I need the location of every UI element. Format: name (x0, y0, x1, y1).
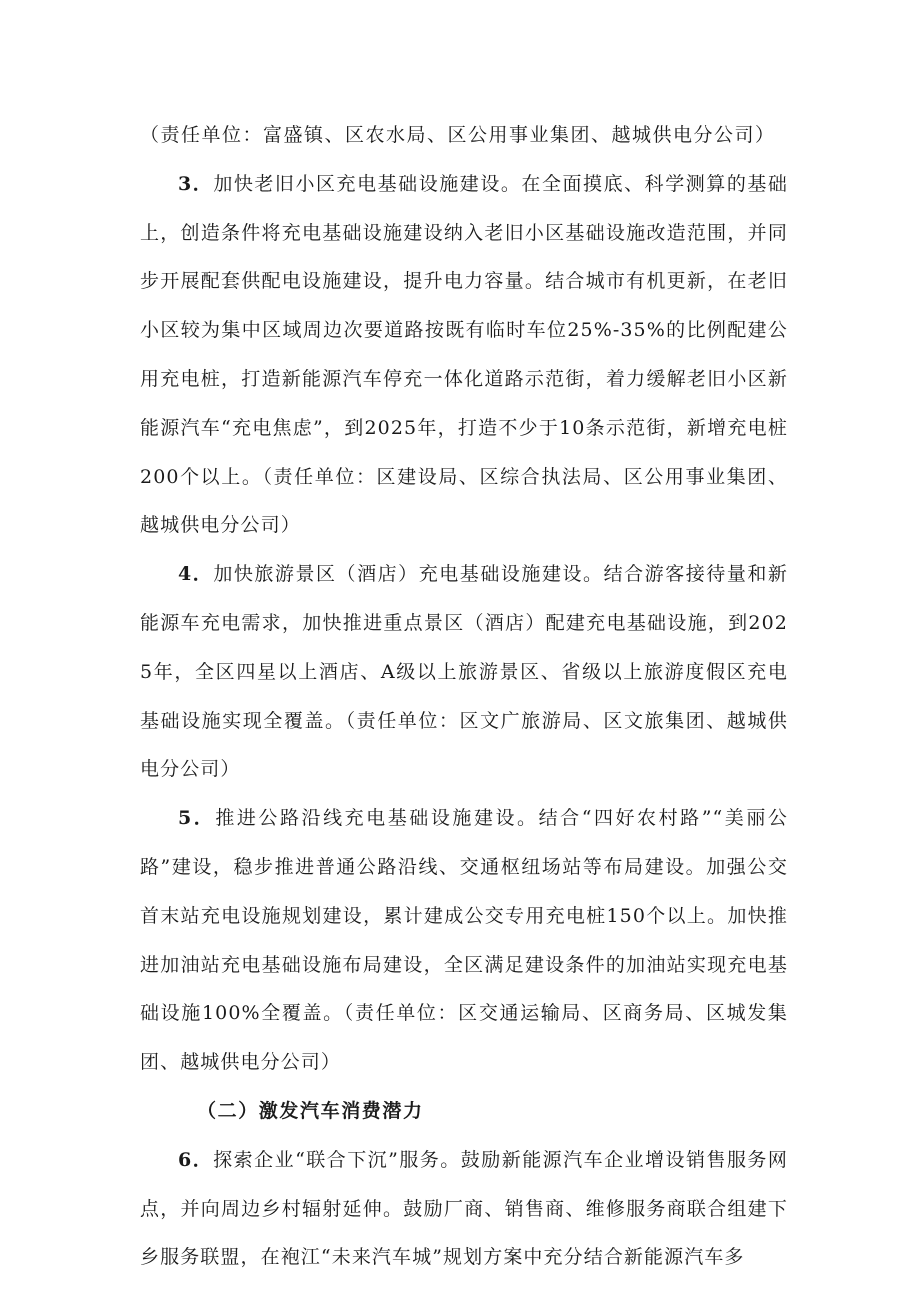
item-text: 推进公路沿线充电基础设施建设。结合“四好农村路”“美丽公路”建设，稳步推进普通公路沿线、交通枢纽场站等布局建设。加强公交首末站充电设施规划建设，累计建成公交专用充电桩150个以上。加快推进加油站充电基础设施布局建设，全区满足建设条件的加油站实现充电基础设施100%全覆盖。（责任单位：区交通运输局、区商务局、区城发集团、越城供电分公司） (140, 807, 788, 1074)
item-3-old-residential-charging (140, 160, 788, 550)
paragraph-responsibility-units (140, 111, 788, 160)
item-4-tourism-charging (140, 550, 788, 794)
item-number: 6． (178, 1148, 214, 1171)
item-text: 探索企业“联合下沉”服务。鼓励新能源汽车企业增设销售服务网点，并向周边乡村辐射延伸。鼓励厂商、销售商、维修服务商联合组建下乡服务联盟，在袍江“未来汽车城”规划方案中充分结合新能源汽车多 (140, 1148, 788, 1269)
item-text: 加快老旧小区充电基础设施建设。在全面摸底、科学测算的基础上，创造条件将充电基础设施建设纳入老旧小区基础设施改造范围，并同步开展配套供配电设施建设，提升电力容量。结合城市有机更新，在老旧小区较为集中区域周边次要道路按既有临时车位25%-35%的比例配建公用充电桩，打造新能源汽车停充一体化道路示范街，着力缓解老旧小区新能源汽车“充电焦虑”，到2025年，打造不少于10条示范街，新增充电桩200个以上。（责任单位：区建设局、区综合执法局、区公用事业集团、越城供电分公司） (140, 172, 788, 537)
item-number: 4． (178, 563, 214, 586)
item-5-highway-charging (140, 794, 788, 1087)
item-number: 3． (178, 172, 214, 195)
item-6-joint-service (140, 1136, 788, 1282)
item-number: 5． (178, 807, 216, 830)
document-body (140, 111, 788, 1282)
paragraph-text: （责任单位：富盛镇、区农水局、区公用事业集团、越城供电分公司） (140, 124, 776, 146)
item-text: 加快旅游景区（酒店）充电基础设施建设。结合游客接待量和新能源车充电需求，加快推进重点景区（酒店）配建充电基础设施，到2025年，全区四星以上酒店、A级以上旅游景区、省级以上旅游度假区充电基础设施实现全覆盖。（责任单位：区文广旅游局、区文旅集团、越城供电分公司） (140, 563, 788, 781)
section-heading: （二）激发汽车消费潜力 (197, 1099, 424, 1122)
